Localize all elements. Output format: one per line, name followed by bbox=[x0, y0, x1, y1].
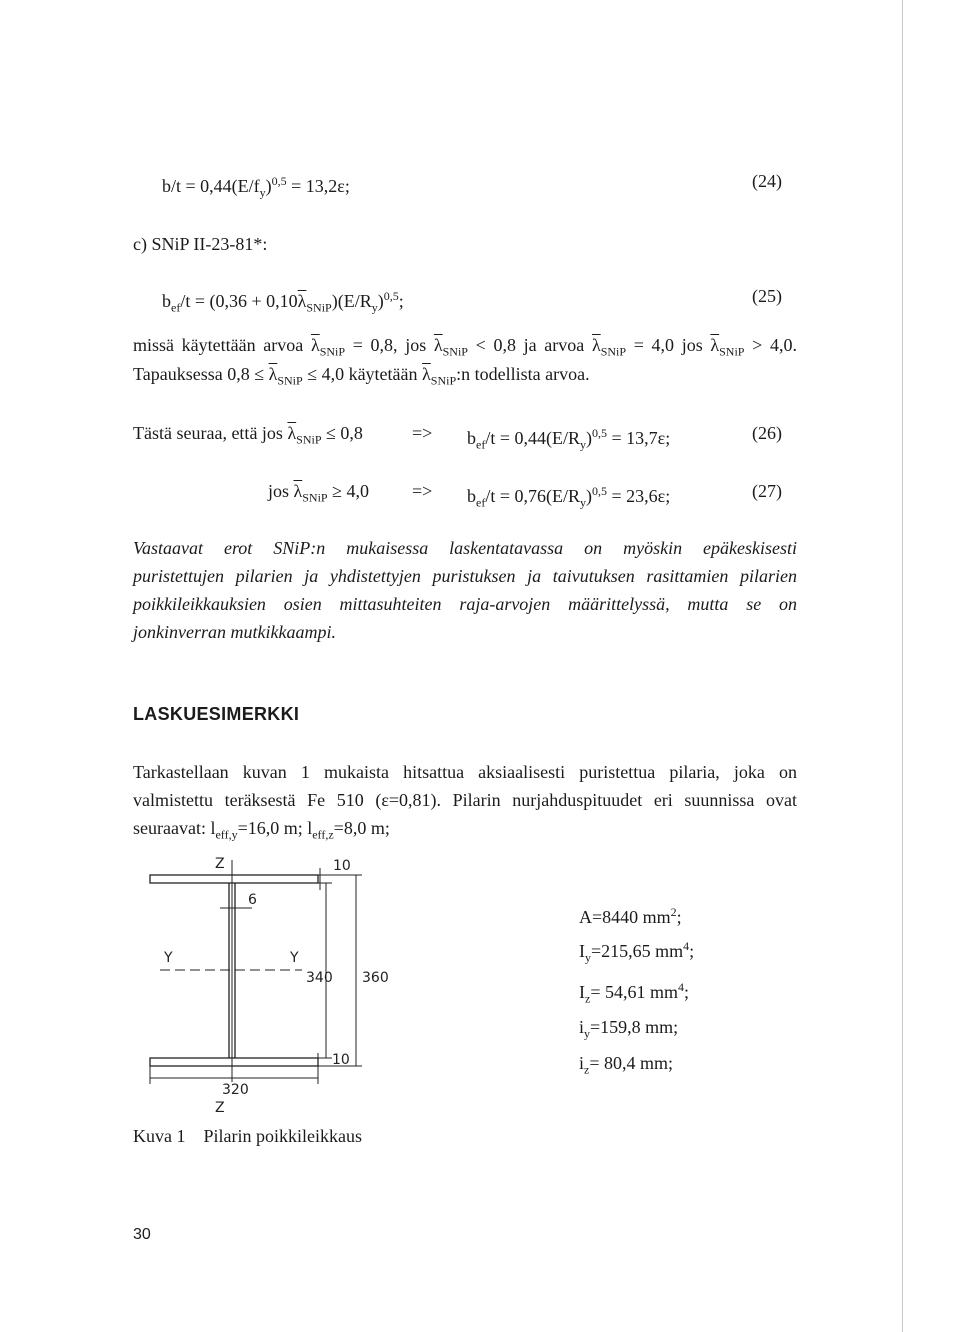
equation-24: $b/t = 0,44(E/f_y)^{0,5} = 13,2\varepsilon$; bbox=[162, 174, 350, 200]
equation-25: $b_{ef}/t = (0,36 + 0,10\overline{\lambda}_{SNiP})(E/R_y)^{0,5}$; bbox=[162, 289, 404, 315]
dim-flange-bottom: 10 bbox=[332, 1052, 350, 1068]
equation-26-result: $b_{ef}/t = 0,44(E/R_y)^{0,5} = 13,7\varepsilon$; bbox=[467, 426, 671, 452]
z-label-bottom: Z bbox=[215, 1100, 225, 1116]
dim-width: 320 bbox=[222, 1082, 249, 1098]
equation-27-arrow: => bbox=[412, 481, 433, 501]
dim-total-height: 360 bbox=[362, 970, 389, 986]
y-label-right: Y bbox=[290, 950, 299, 966]
property-iy: $I_y=215,65$ $mm^4$; bbox=[579, 939, 695, 965]
example-paragraph-line: Tarkastellaan kuvan 1 mukaista hitsattua aksiaalisesti puristettua pilaria, joka on bbox=[133, 762, 797, 782]
italic-paragraph-line: puristettujen pilarien ja yhdistettyjen puristuksen ja taivutuksen rasittamien pilarien bbox=[133, 566, 797, 586]
example-paragraph-line: valmistettu teräksestä Fe 510 (ε=0,81). Pilarin nurjahduspituudet eri suunnissa ovat bbox=[133, 790, 797, 810]
property-radius-z: $i_z= 80,4$ mm; bbox=[579, 1052, 673, 1077]
italic-paragraph-line: jonkinverran mutkikkaampi. bbox=[133, 622, 336, 642]
section-properties bbox=[579, 898, 694, 1084]
equation-number-27: (27) bbox=[752, 481, 782, 501]
bottom-flange bbox=[150, 1058, 318, 1066]
section-c-heading: c) SNiP II-23-81*: bbox=[133, 234, 268, 254]
property-radius-y: $i_y=159,8$ mm; bbox=[579, 1017, 679, 1041]
equation-26-arrow: => bbox=[412, 423, 433, 443]
cross-section-figure bbox=[140, 850, 440, 1130]
z-label-top: Z bbox=[215, 856, 225, 872]
property-iz: $I_z= 54,61$ $mm^4$; bbox=[579, 979, 689, 1006]
page-number: 30 bbox=[133, 1226, 151, 1243]
y-label-left: Y bbox=[164, 950, 173, 966]
dim-flange-top: 10 bbox=[333, 858, 351, 874]
equation-27-result: $b_{ef}/t = 0,76(E/R_y)^{0,5} = 23,6\varepsilon$; bbox=[467, 484, 671, 510]
equation-27-condition: jos $\overline{\lambda}_{SNiP} \ge 4,0$ bbox=[268, 481, 369, 505]
italic-paragraph-line: Vastaavat erot SNiP:n mukaisessa laskentatavassa on myöskin epäkeskisesti bbox=[133, 538, 797, 558]
equation-26-condition: Tästä seuraa, että jos $\overline{\lambda}_{SNiP} \le 0,8$ bbox=[133, 423, 363, 447]
section-heading: LASKUESIMERKKI bbox=[133, 704, 300, 724]
paragraph-line: missä käytettään arvoa $\overline{\lambda}_{SNiP} = 0,8$, jos $\overline{\lambda}_{SNiP} < 0,8$ ja arvoa $\overline{\lambda}_{SNiP} = 4,0$ jos $\overline{\lambda}_{SNiP} > 4,0$. bbox=[133, 335, 797, 359]
equation-number-25: (25) bbox=[752, 286, 782, 306]
dim-web-height: 340 bbox=[306, 970, 333, 986]
top-flange bbox=[150, 875, 318, 883]
italic-paragraph-line: poikkileikkauksien osien mittasuhteiten raja-arvojen määrittelyssä, mutta se on bbox=[133, 594, 797, 614]
dim-web-thickness: 6 bbox=[248, 892, 257, 908]
property-area: A=8440 $mm^2$; bbox=[579, 905, 682, 927]
example-paragraph-line: seuraavat: $l_{eff,y}=16,0$ m; $l_{eff,z}=8,0$ m; bbox=[133, 818, 390, 842]
caption-text: Pilarin poikkileikkaus bbox=[203, 1126, 362, 1146]
figure-caption bbox=[133, 1126, 380, 1147]
caption-label: Kuva 1 bbox=[133, 1126, 186, 1146]
page-edge-line bbox=[902, 0, 903, 1332]
equation-number-24: (24) bbox=[752, 171, 782, 191]
paragraph-line: Tapauksessa $0,8 \le \overline{\lambda}_{SNiP} \le 4,0$ käytetään $\overline{\lambda}_{SNiP}:n$ todellista arvoa. bbox=[133, 364, 590, 388]
equation-number-26: (26) bbox=[752, 423, 782, 443]
